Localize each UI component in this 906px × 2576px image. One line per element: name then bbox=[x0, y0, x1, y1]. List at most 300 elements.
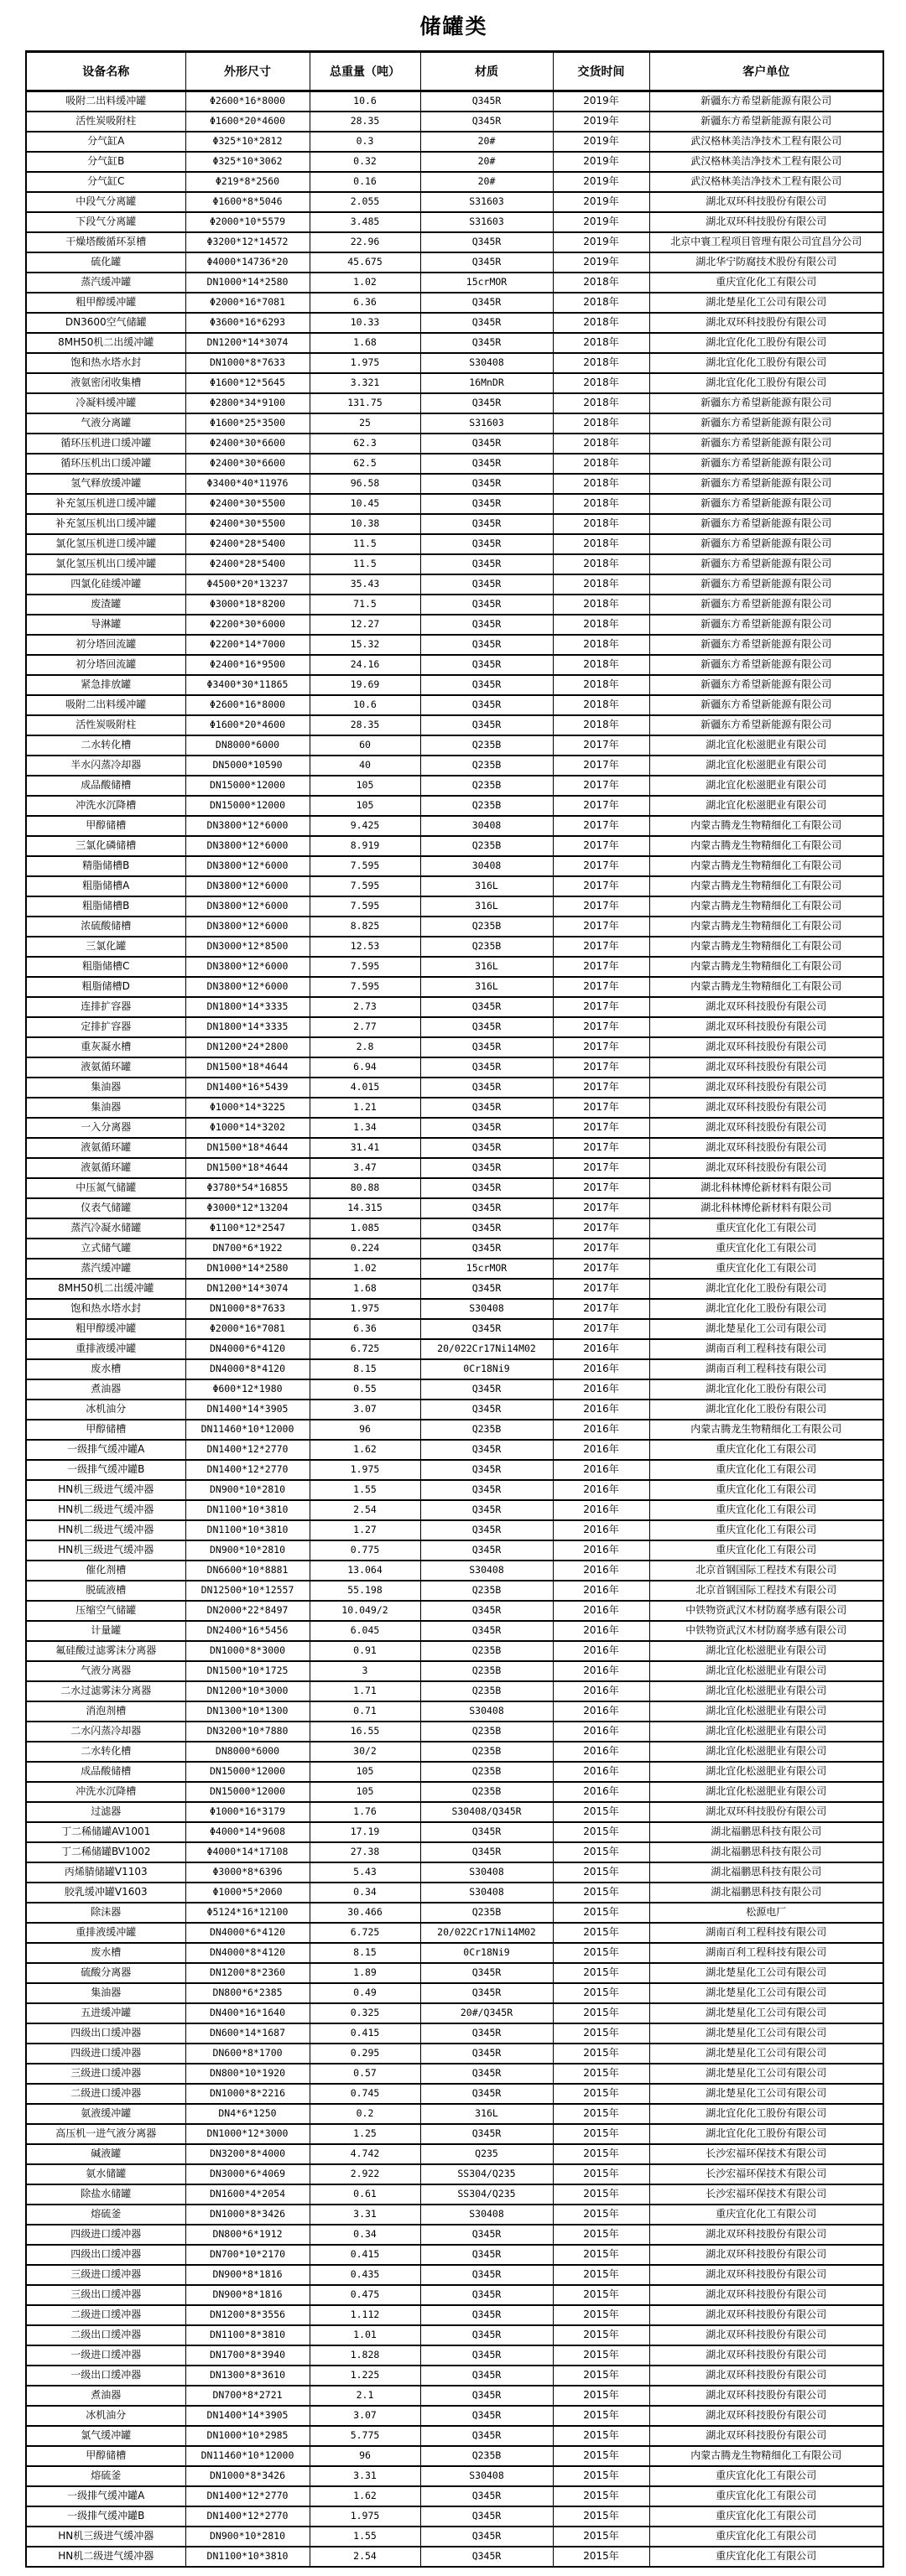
cell-equipment-name: 硫酸分离器 bbox=[26, 1963, 185, 1983]
header-cell-customer: 客户单位 bbox=[649, 52, 883, 91]
table-row bbox=[26, 1279, 883, 1299]
table-row bbox=[26, 1420, 883, 1440]
cell-delivery-time: 2018年 bbox=[553, 615, 649, 635]
cell-dimensions: DN600*8*1700 bbox=[185, 2044, 310, 2064]
cell-delivery-time: 2018年 bbox=[553, 574, 649, 595]
cell-customer: 新疆东方希望新能源有限公司 bbox=[649, 534, 883, 554]
table-row bbox=[26, 977, 883, 997]
cell-total-weight: 0.224 bbox=[310, 1239, 420, 1259]
cell-equipment-name: HN机三级进气缓冲器 bbox=[26, 1540, 185, 1561]
table-row bbox=[26, 2486, 883, 2506]
cell-dimensions: DN3000*12*8500 bbox=[185, 937, 310, 957]
cell-delivery-time: 2017年 bbox=[553, 1098, 649, 1118]
cell-customer: 重庆宜化化工有限公司 bbox=[649, 2486, 883, 2506]
cell-delivery-time: 2017年 bbox=[553, 1198, 649, 1218]
cell-total-weight: 2.77 bbox=[310, 1017, 420, 1037]
cell-equipment-name: 高压机一进气液分离器 bbox=[26, 2124, 185, 2144]
cell-customer: 湖北科林博伦新材料有限公司 bbox=[649, 1198, 883, 1218]
table-row bbox=[26, 2104, 883, 2124]
cell-equipment-name: 氨水储罐 bbox=[26, 2164, 185, 2184]
table-row bbox=[26, 2265, 883, 2285]
cell-total-weight: 60 bbox=[310, 735, 420, 756]
table-row bbox=[26, 2164, 883, 2184]
cell-customer: 新疆东方希望新能源有限公司 bbox=[649, 595, 883, 615]
table-row bbox=[26, 2084, 883, 2104]
cell-customer: 重庆宜化化工有限公司 bbox=[649, 1520, 883, 1540]
cell-dimensions: Φ1100*12*2547 bbox=[185, 1218, 310, 1239]
cell-material: Q345R bbox=[420, 2547, 553, 2567]
table-row bbox=[26, 1218, 883, 1239]
cell-customer: 新疆东方希望新能源有限公司 bbox=[649, 413, 883, 434]
cell-total-weight: 1.76 bbox=[310, 1802, 420, 1822]
cell-material: 16MnDR bbox=[420, 373, 553, 393]
table-row bbox=[26, 1520, 883, 1540]
cell-customer: 内蒙古腾龙生物精细化工有限公司 bbox=[649, 856, 883, 876]
cell-customer: 湖北双环科技股份有限公司 bbox=[649, 2265, 883, 2285]
cell-equipment-name: 甲醇储槽 bbox=[26, 2446, 185, 2466]
cell-material: Q345R bbox=[420, 2023, 553, 2044]
cell-total-weight: 1.62 bbox=[310, 1440, 420, 1460]
cell-customer: 新疆东方希望新能源有限公司 bbox=[649, 494, 883, 514]
table-row bbox=[26, 2064, 883, 2084]
cell-dimensions: Φ4500*20*13237 bbox=[185, 574, 310, 595]
cell-delivery-time: 2018年 bbox=[553, 474, 649, 494]
cell-delivery-time: 2016年 bbox=[553, 1701, 649, 1722]
cell-total-weight: 31.41 bbox=[310, 1138, 420, 1158]
cell-material: Q345R bbox=[420, 1480, 553, 1500]
cell-equipment-name: 重排液缓冲罐 bbox=[26, 1339, 185, 1359]
cell-dimensions: Φ2000*10*5579 bbox=[185, 212, 310, 232]
cell-customer: 武汉格林美洁净技术工程有限公司 bbox=[649, 132, 883, 152]
cell-customer: 湖北宜化松滋肥业有限公司 bbox=[649, 776, 883, 796]
cell-delivery-time: 2015年 bbox=[553, 1983, 649, 2003]
cell-dimensions: DN4000*6*4120 bbox=[185, 1339, 310, 1359]
cell-equipment-name: 一级进口缓冲器 bbox=[26, 2345, 185, 2366]
cell-equipment-name: 半水闪蒸冷却器 bbox=[26, 756, 185, 776]
cell-total-weight: 2.73 bbox=[310, 997, 420, 1017]
cell-customer: 新疆东方希望新能源有限公司 bbox=[649, 393, 883, 413]
cell-dimensions: DN600*14*1687 bbox=[185, 2023, 310, 2044]
cell-dimensions: DN8000*6000 bbox=[185, 1742, 310, 1762]
cell-dimensions: DN5000*10590 bbox=[185, 756, 310, 776]
cell-equipment-name: 冲洗水沉降槽 bbox=[26, 796, 185, 816]
cell-delivery-time: 2017年 bbox=[553, 735, 649, 756]
cell-total-weight: 35.43 bbox=[310, 574, 420, 595]
cell-delivery-time: 2017年 bbox=[553, 917, 649, 937]
cell-dimensions: DN1000*8*7633 bbox=[185, 1299, 310, 1319]
table-row bbox=[26, 836, 883, 856]
cell-delivery-time: 2017年 bbox=[553, 1158, 649, 1178]
table-row bbox=[26, 192, 883, 212]
cell-customer: 湖北宜化化工股份有限公司 bbox=[649, 333, 883, 353]
cell-equipment-name: 一级排气缓冲罐B bbox=[26, 2506, 185, 2527]
cell-delivery-time: 2015年 bbox=[553, 2305, 649, 2325]
cell-customer: 湖北宜化化工股份有限公司 bbox=[649, 1299, 883, 1319]
table-row bbox=[26, 132, 883, 152]
cell-material: Q345R bbox=[420, 2527, 553, 2547]
cell-equipment-name: 丁二稀储罐BV1002 bbox=[26, 1842, 185, 1862]
table-row bbox=[26, 2044, 883, 2064]
cell-delivery-time: 2016年 bbox=[553, 1400, 649, 1420]
cell-total-weight: 1.828 bbox=[310, 2345, 420, 2366]
cell-delivery-time: 2018年 bbox=[553, 494, 649, 514]
cell-material: 0Cr18Ni9 bbox=[420, 1359, 553, 1379]
table-row bbox=[26, 1883, 883, 1903]
cell-equipment-name: 煮油器 bbox=[26, 2386, 185, 2406]
cell-total-weight: 3.47 bbox=[310, 1158, 420, 1178]
cell-equipment-name: 蒸汽缓冲罐 bbox=[26, 1259, 185, 1279]
cell-equipment-name: 三氯化罐 bbox=[26, 937, 185, 957]
cell-material: S30408 bbox=[420, 1561, 553, 1581]
cell-delivery-time: 2018年 bbox=[553, 635, 649, 655]
cell-total-weight: 62.3 bbox=[310, 434, 420, 454]
cell-customer: 北京首钢国际工程技术有限公司 bbox=[649, 1581, 883, 1601]
cell-total-weight: 1.225 bbox=[310, 2366, 420, 2386]
cell-material: Q345R bbox=[420, 1319, 553, 1339]
table-row bbox=[26, 2547, 883, 2567]
cell-total-weight: 1.68 bbox=[310, 333, 420, 353]
table-row bbox=[26, 2325, 883, 2345]
cell-dimensions: Φ2400*28*5400 bbox=[185, 554, 310, 574]
cell-equipment-name: 紧急排放罐 bbox=[26, 675, 185, 695]
cell-dimensions: DN4000*8*4120 bbox=[185, 1943, 310, 1963]
cell-total-weight: 105 bbox=[310, 796, 420, 816]
cell-dimensions: DN400*16*1640 bbox=[185, 2003, 310, 2023]
cell-total-weight: 105 bbox=[310, 776, 420, 796]
cell-delivery-time: 2017年 bbox=[553, 1138, 649, 1158]
cell-delivery-time: 2016年 bbox=[553, 1621, 649, 1641]
cell-delivery-time: 2015年 bbox=[553, 2265, 649, 2285]
table-row bbox=[26, 1017, 883, 1037]
cell-customer: 内蒙古腾龙生物精细化工有限公司 bbox=[649, 937, 883, 957]
table-row bbox=[26, 1762, 883, 1782]
cell-delivery-time: 2016年 bbox=[553, 1762, 649, 1782]
cell-total-weight: 28.35 bbox=[310, 715, 420, 735]
cell-customer: 湖北宜化化工股份有限公司 bbox=[649, 2104, 883, 2124]
cell-delivery-time: 2016年 bbox=[553, 1359, 649, 1379]
cell-customer: 北京首钢国际工程技术有限公司 bbox=[649, 1561, 883, 1581]
cell-dimensions: Φ2600*16*8000 bbox=[185, 91, 310, 112]
cell-total-weight: 10.38 bbox=[310, 514, 420, 534]
table-row bbox=[26, 373, 883, 393]
cell-customer: 湖北华宁防腐技术股份有限公司 bbox=[649, 252, 883, 273]
cell-dimensions: Φ1600*20*4600 bbox=[185, 715, 310, 735]
cell-customer: 长沙宏福环保技术有限公司 bbox=[649, 2144, 883, 2164]
cell-equipment-name: 冲洗水沉降槽 bbox=[26, 1782, 185, 1802]
cell-total-weight: 12.53 bbox=[310, 937, 420, 957]
cell-total-weight: 1.975 bbox=[310, 2506, 420, 2527]
cell-equipment-name: 二级出口缓冲器 bbox=[26, 2325, 185, 2345]
cell-total-weight: 1.55 bbox=[310, 1480, 420, 1500]
cell-material: Q345R bbox=[420, 595, 553, 615]
cell-equipment-name: 催化剂槽 bbox=[26, 1561, 185, 1581]
table-row bbox=[26, 393, 883, 413]
cell-total-weight: 2.055 bbox=[310, 192, 420, 212]
cell-dimensions: DN900*10*2810 bbox=[185, 1480, 310, 1500]
cell-dimensions: DN3800*12*6000 bbox=[185, 836, 310, 856]
cell-customer: 新疆东方希望新能源有限公司 bbox=[649, 675, 883, 695]
cell-equipment-name: 粗脂储槽C bbox=[26, 957, 185, 977]
cell-equipment-name: 三级出口缓冲器 bbox=[26, 2285, 185, 2305]
cell-dimensions: DN2000*22*8497 bbox=[185, 1601, 310, 1621]
cell-equipment-name: 集油器 bbox=[26, 1983, 185, 2003]
cell-customer: 湖北楚星化工公司有限公司 bbox=[649, 1963, 883, 1983]
cell-material: 20# bbox=[420, 172, 553, 192]
table-row bbox=[26, 1540, 883, 1561]
cell-delivery-time: 2015年 bbox=[553, 2245, 649, 2265]
cell-dimensions: Φ1600*8*5046 bbox=[185, 192, 310, 212]
cell-customer: 湖北宜化松滋肥业有限公司 bbox=[649, 1742, 883, 1762]
table-row bbox=[26, 574, 883, 595]
cell-delivery-time: 2019年 bbox=[553, 212, 649, 232]
cell-material: S30408 bbox=[420, 1862, 553, 1883]
cell-material: Q345R bbox=[420, 1218, 553, 1239]
cell-equipment-name: 8MH50机二出缓冲罐 bbox=[26, 333, 185, 353]
table-row bbox=[26, 1923, 883, 1943]
cell-delivery-time: 2018年 bbox=[553, 715, 649, 735]
cell-delivery-time: 2019年 bbox=[553, 112, 649, 132]
cell-equipment-name: 碱液罐 bbox=[26, 2144, 185, 2164]
table-row bbox=[26, 2124, 883, 2144]
cell-material: Q345R bbox=[420, 2245, 553, 2265]
table-row bbox=[26, 876, 883, 896]
cell-delivery-time: 2017年 bbox=[553, 876, 649, 896]
cell-equipment-name: 中段气分离罐 bbox=[26, 192, 185, 212]
table-row bbox=[26, 937, 883, 957]
cell-dimensions: DN2400*16*5456 bbox=[185, 1621, 310, 1641]
cell-customer: 湖北宜化松滋肥业有限公司 bbox=[649, 1661, 883, 1681]
cell-delivery-time: 2019年 bbox=[553, 192, 649, 212]
cell-dimensions: Φ3200*12*14572 bbox=[185, 232, 310, 252]
table-row bbox=[26, 1661, 883, 1681]
table-row bbox=[26, 1078, 883, 1098]
cell-delivery-time: 2015年 bbox=[553, 2345, 649, 2366]
cell-dimensions: Φ3400*40*11976 bbox=[185, 474, 310, 494]
table-row bbox=[26, 655, 883, 675]
cell-material: SS304/Q235 bbox=[420, 2164, 553, 2184]
cell-equipment-name: HN机三级进气缓冲器 bbox=[26, 2527, 185, 2547]
table-row bbox=[26, 1621, 883, 1641]
cell-dimensions: DN12500*10*12557 bbox=[185, 1581, 310, 1601]
cell-dimensions: Φ4000*14736*20 bbox=[185, 252, 310, 273]
equipment-table bbox=[25, 50, 884, 2568]
cell-dimensions: DN1400*12*2770 bbox=[185, 1460, 310, 1480]
cell-delivery-time: 2017年 bbox=[553, 776, 649, 796]
cell-total-weight: 80.88 bbox=[310, 1178, 420, 1198]
cell-customer: 重庆宜化化工有限公司 bbox=[649, 1259, 883, 1279]
cell-material: Q345R bbox=[420, 2225, 553, 2245]
header-cell-material: 材质 bbox=[420, 52, 553, 91]
cell-dimensions: DN3000*6*4069 bbox=[185, 2164, 310, 2184]
cell-material: Q345R bbox=[420, 574, 553, 595]
cell-customer: 重庆宜化化工有限公司 bbox=[649, 1239, 883, 1259]
cell-equipment-name: 丁二稀储罐AV1001 bbox=[26, 1822, 185, 1842]
cell-dimensions: DN15000*12000 bbox=[185, 796, 310, 816]
table-row bbox=[26, 1037, 883, 1057]
cell-total-weight: 12.27 bbox=[310, 615, 420, 635]
cell-equipment-name: 浓硫酸储槽 bbox=[26, 917, 185, 937]
cell-total-weight: 71.5 bbox=[310, 595, 420, 615]
cell-total-weight: 105 bbox=[310, 1782, 420, 1802]
cell-dimensions: DN1200*14*3074 bbox=[185, 1279, 310, 1299]
cell-customer: 长沙宏福环保技术有限公司 bbox=[649, 2184, 883, 2205]
cell-dimensions: Φ219*8*2560 bbox=[185, 172, 310, 192]
cell-customer: 新疆东方希望新能源有限公司 bbox=[649, 615, 883, 635]
cell-equipment-name: DN3600空气储罐 bbox=[26, 313, 185, 333]
cell-delivery-time: 2018年 bbox=[553, 373, 649, 393]
cell-material: Q345R bbox=[420, 1983, 553, 2003]
cell-dimensions: DN1000*14*2580 bbox=[185, 1259, 310, 1279]
cell-material: Q345R bbox=[420, 514, 553, 534]
table-row bbox=[26, 1641, 883, 1661]
cell-dimensions: DN3800*12*6000 bbox=[185, 876, 310, 896]
cell-total-weight: 8.919 bbox=[310, 836, 420, 856]
cell-customer: 湖北宜化化工股份有限公司 bbox=[649, 353, 883, 373]
cell-equipment-name: 熔硫釜 bbox=[26, 2466, 185, 2486]
cell-material: S31603 bbox=[420, 192, 553, 212]
cell-equipment-name: 干燥塔酸循环泵槽 bbox=[26, 232, 185, 252]
cell-material: Q345R bbox=[420, 2124, 553, 2144]
cell-delivery-time: 2018年 bbox=[553, 434, 649, 454]
table-row bbox=[26, 1198, 883, 1218]
cell-equipment-name: 废水槽 bbox=[26, 1359, 185, 1379]
cell-customer: 湖北福鹏思科技有限公司 bbox=[649, 1862, 883, 1883]
cell-delivery-time: 2017年 bbox=[553, 1259, 649, 1279]
cell-total-weight: 3.07 bbox=[310, 1400, 420, 1420]
cell-material: S30408/Q345R bbox=[420, 1802, 553, 1822]
table-body bbox=[26, 91, 883, 2568]
cell-delivery-time: 2017年 bbox=[553, 957, 649, 977]
cell-material: 316L bbox=[420, 896, 553, 917]
cell-material: Q345R bbox=[420, 554, 553, 574]
cell-total-weight: 15.32 bbox=[310, 635, 420, 655]
cell-equipment-name: HN机二级进气缓冲器 bbox=[26, 2547, 185, 2567]
cell-dimensions: DN800*10*1920 bbox=[185, 2064, 310, 2084]
cell-material: Q345R bbox=[420, 1158, 553, 1178]
cell-material: Q345R bbox=[420, 91, 553, 112]
cell-material: Q345R bbox=[420, 2386, 553, 2406]
cell-customer: 湖南百利工程科技有限公司 bbox=[649, 1943, 883, 1963]
table-header-row bbox=[26, 52, 883, 91]
cell-dimensions: DN700*8*2721 bbox=[185, 2386, 310, 2406]
cell-customer: 重庆宜化化工有限公司 bbox=[649, 2466, 883, 2486]
cell-material: 316L bbox=[420, 977, 553, 997]
cell-delivery-time: 2018年 bbox=[553, 293, 649, 313]
cell-customer: 湖北宜化松滋肥业有限公司 bbox=[649, 735, 883, 756]
cell-equipment-name: 二水转化槽 bbox=[26, 735, 185, 756]
cell-customer: 湖北双环科技股份有限公司 bbox=[649, 1078, 883, 1098]
cell-material: Q345R bbox=[420, 534, 553, 554]
table-row bbox=[26, 2305, 883, 2325]
cell-total-weight: 7.595 bbox=[310, 876, 420, 896]
cell-total-weight: 3.07 bbox=[310, 2406, 420, 2426]
cell-total-weight: 0.295 bbox=[310, 2044, 420, 2064]
cell-total-weight: 24.16 bbox=[310, 655, 420, 675]
table-row bbox=[26, 796, 883, 816]
cell-total-weight: 6.36 bbox=[310, 293, 420, 313]
cell-material: Q345R bbox=[420, 494, 553, 514]
cell-equipment-name: 硫化罐 bbox=[26, 252, 185, 273]
cell-customer: 湖北宜化松滋肥业有限公司 bbox=[649, 1701, 883, 1722]
cell-customer: 湖北宜化松滋肥业有限公司 bbox=[649, 756, 883, 776]
cell-total-weight: 1.34 bbox=[310, 1118, 420, 1138]
cell-total-weight: 6.725 bbox=[310, 1339, 420, 1359]
table-row bbox=[26, 1963, 883, 1983]
cell-dimensions: DN700*10*2170 bbox=[185, 2245, 310, 2265]
cell-customer: 内蒙古腾龙生物精细化工有限公司 bbox=[649, 917, 883, 937]
cell-equipment-name: 吸附二出料缓冲罐 bbox=[26, 91, 185, 112]
cell-delivery-time: 2017年 bbox=[553, 997, 649, 1017]
cell-dimensions: DN1000*8*3426 bbox=[185, 2205, 310, 2225]
cell-equipment-name: 粗脂储槽A bbox=[26, 876, 185, 896]
cell-equipment-name: 二级进口缓冲器 bbox=[26, 2305, 185, 2325]
cell-equipment-name: 计量罐 bbox=[26, 1621, 185, 1641]
cell-total-weight: 8.825 bbox=[310, 917, 420, 937]
cell-customer: 内蒙古腾龙生物精细化工有限公司 bbox=[649, 1420, 883, 1440]
cell-delivery-time: 2015年 bbox=[553, 2406, 649, 2426]
header-cell-total-weight: 总重量（吨） bbox=[310, 52, 420, 91]
table-row bbox=[26, 756, 883, 776]
cell-customer: 湖北双环科技股份有限公司 bbox=[649, 2325, 883, 2345]
cell-equipment-name: 饱和热水塔水封 bbox=[26, 1299, 185, 1319]
cell-delivery-time: 2018年 bbox=[553, 273, 649, 293]
cell-material: Q235B bbox=[420, 1903, 553, 1923]
cell-material: Q345R bbox=[420, 2285, 553, 2305]
cell-delivery-time: 2015年 bbox=[553, 1963, 649, 1983]
cell-dimensions: DN3800*12*6000 bbox=[185, 977, 310, 997]
cell-total-weight: 10.049/2 bbox=[310, 1601, 420, 1621]
cell-material: Q345R bbox=[420, 1138, 553, 1158]
cell-material: Q235 bbox=[420, 2144, 553, 2164]
table-row bbox=[26, 2285, 883, 2305]
cell-dimensions: Φ1600*12*5645 bbox=[185, 373, 310, 393]
cell-total-weight: 11.5 bbox=[310, 554, 420, 574]
cell-equipment-name: 四氯化硅缓冲罐 bbox=[26, 574, 185, 595]
cell-material: Q345R bbox=[420, 1601, 553, 1621]
cell-customer: 湖北楚星化工公司有限公司 bbox=[649, 1319, 883, 1339]
cell-customer: 湖北双环科技股份有限公司 bbox=[649, 1138, 883, 1158]
table-row bbox=[26, 1098, 883, 1118]
cell-customer: 中铁物资武汉木材防腐孝感有限公司 bbox=[649, 1601, 883, 1621]
cell-material: Q345R bbox=[420, 655, 553, 675]
cell-equipment-name: 粗甲醇缓冲罐 bbox=[26, 293, 185, 313]
cell-customer: 湖北双环科技股份有限公司 bbox=[649, 1057, 883, 1078]
table-row bbox=[26, 1782, 883, 1802]
cell-total-weight: 2.8 bbox=[310, 1037, 420, 1057]
cell-material: 20#/Q345R bbox=[420, 2003, 553, 2023]
cell-customer: 湖北双环科技股份有限公司 bbox=[649, 2225, 883, 2245]
table-row bbox=[26, 1500, 883, 1520]
cell-dimensions: DN1500*18*4644 bbox=[185, 1158, 310, 1178]
cell-material: S30408 bbox=[420, 353, 553, 373]
cell-equipment-name: 消泡剂槽 bbox=[26, 1701, 185, 1722]
cell-total-weight: 25 bbox=[310, 413, 420, 434]
cell-material: Q235B bbox=[420, 776, 553, 796]
cell-material: S30408 bbox=[420, 1299, 553, 1319]
cell-total-weight: 10.6 bbox=[310, 695, 420, 715]
cell-dimensions: DN4*6*1250 bbox=[185, 2104, 310, 2124]
cell-equipment-name: 废渣罐 bbox=[26, 595, 185, 615]
cell-dimensions: DN900*10*2810 bbox=[185, 1540, 310, 1561]
table-row bbox=[26, 514, 883, 534]
cell-equipment-name: 气液分离罐 bbox=[26, 413, 185, 434]
cell-equipment-name: 四级出口缓冲器 bbox=[26, 2023, 185, 2044]
cell-total-weight: 6.045 bbox=[310, 1621, 420, 1641]
table-row bbox=[26, 2466, 883, 2486]
cell-total-weight: 0.55 bbox=[310, 1379, 420, 1400]
cell-material: Q345R bbox=[420, 1017, 553, 1037]
cell-dimensions: Φ2600*16*8000 bbox=[185, 695, 310, 715]
